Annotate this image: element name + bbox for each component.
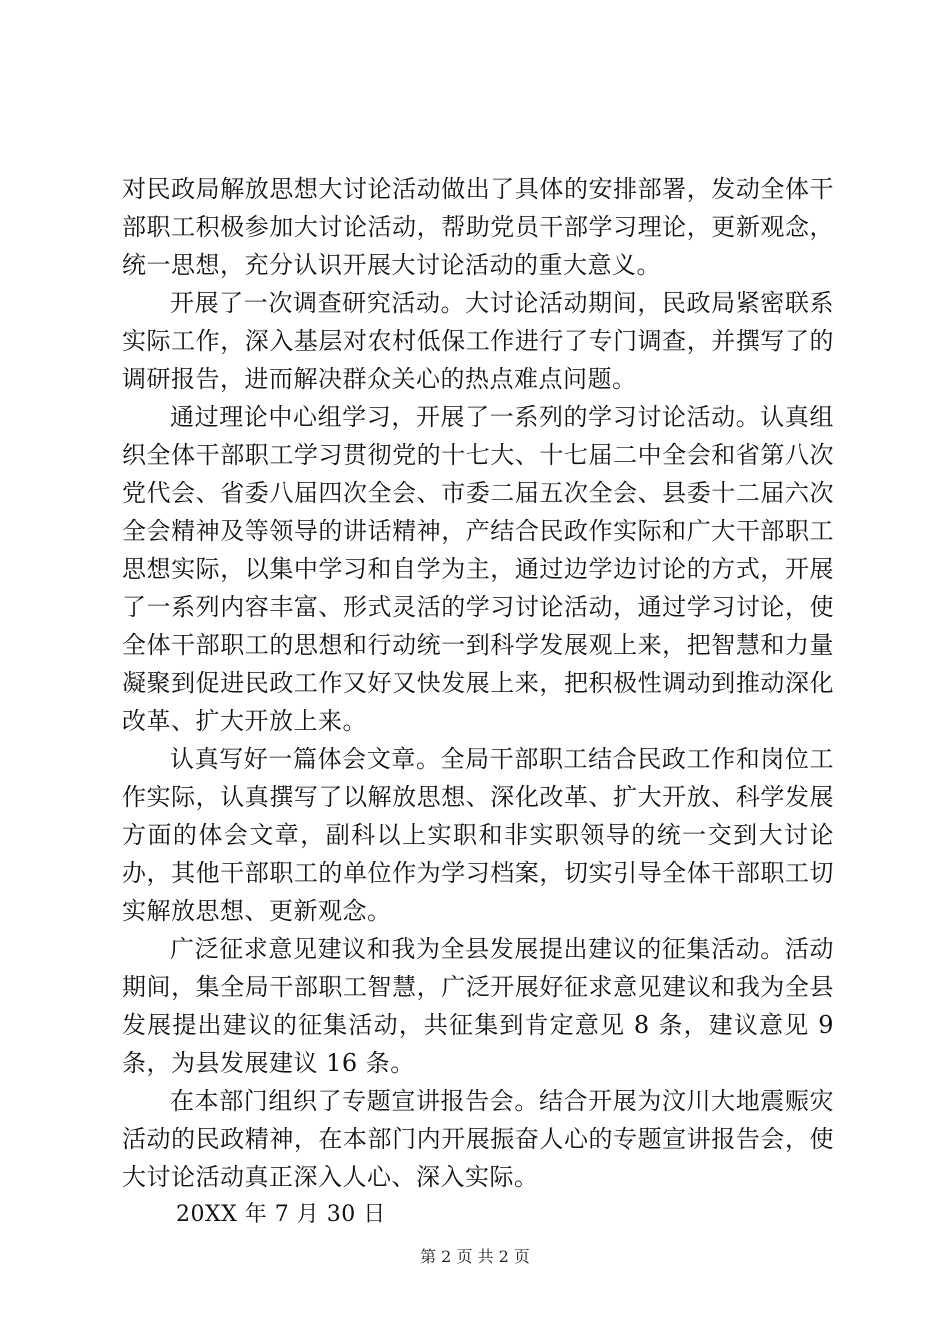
paragraph-3: 通过理论中心组学习，开展了一系列的学习讨论活动。认真组织全体干部职工学习贯彻党的十七大、十七届二中全会和省第八次党代会、省委八届四次全会、市委二届五次全会、县委十二届六次全会精神及等领导的讲话精神，产结合民政作实际和广大干部职工思想实际，以集中学习和自学为主，通过边学边讨论的方式，开展了一系列内容丰富、形式灵活的学习讨论活动，通过学习讨论，使全体干部职工的思想和行动统一到科学发展观上来，把智慧和力量凝聚到促进民政工作又好又快发展上来，把积极性调动到推动深化改革、扩大开放上来。 — [122, 403, 834, 735]
document-body — [122, 170, 834, 1234]
paragraph-1: 对民政局解放思想大讨论活动做出了具体的安排部署，发动全体干部职工积极参加大讨论活动，帮助党员干部学习理论，更新观念，统一思想，充分认识开展大讨论活动的重大意义。 — [122, 175, 834, 279]
paragraph-2: 开展了一次调查研究活动。大讨论活动期间，民政局紧密联系实际工作，深入基层对农村低保工作进行了专门调查，并撰写了的调研报告，进而解决群众关心的热点难点问题。 — [122, 289, 834, 393]
page-footer — [0, 1246, 950, 1268]
paragraph-4: 认真写好一篇体会文章。全局干部职工结合民政工作和岗位工作实际，认真撰写了以解放思想、深化改革、扩大开放、科学发展方面的体会文章，副科以上实职和非实职领导的统一交到大讨论办，其他干部职工的单位作为学习档案，切实引导全体干部职工切实解放思想、更新观念。 — [122, 745, 834, 925]
paragraph-5: 广泛征求意见建议和我为全县发展提出建议的征集活动。活动期间，集全局干部职工智慧，广泛开展好征求意见建议和我为全县发展提出建议的征集活动，共征集到肯定意见 8 条，建议意见 9 条，为县发展建议 16 条。 — [122, 935, 834, 1077]
paragraph-6: 在本部门组织了专题宣讲报告会。结合开展为汶川大地震赈灾活动的民政精神，在本部门内开展振奋人心的专题宣讲报告会，使大讨论活动真正深入人心、深入实际。 — [122, 1087, 834, 1191]
page-number-label: 第 2 页 共 2 页 — [420, 1247, 530, 1266]
document-date: 20XX 年 7 月 30 日 — [176, 1202, 386, 1227]
